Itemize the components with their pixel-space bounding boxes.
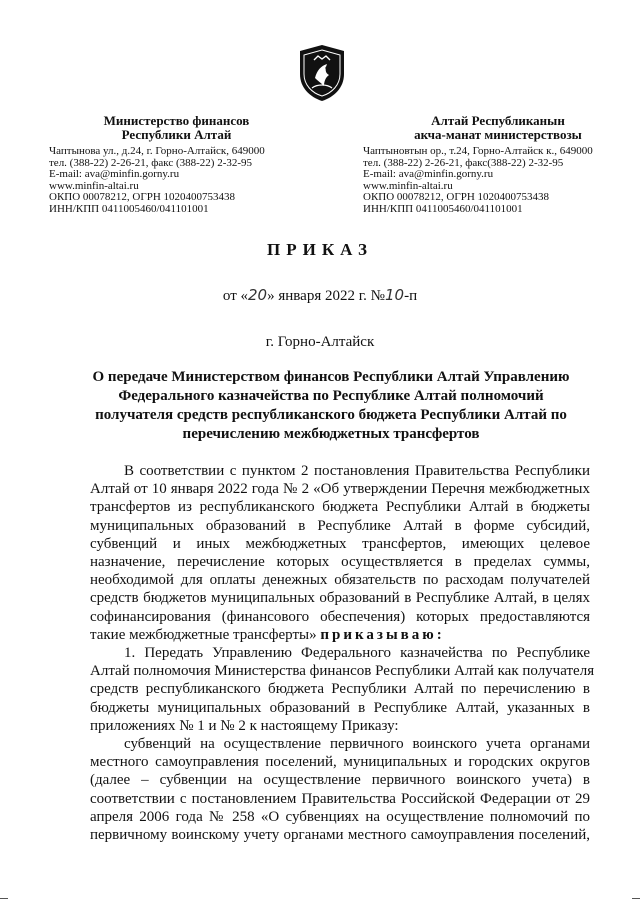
org-okpo: ОКПО 00078212, ОГРН 1020400753438	[49, 191, 236, 204]
date-month-year: » января 2022 г. №	[267, 288, 385, 304]
paragraph-subventions	[90, 735, 590, 844]
org-alt-email: E-mail: ava@minfin.gorny.ru	[363, 168, 494, 181]
text-line: Алтай от 10 января 2022 года № 2 «Об утверждении Перечня межбюджетных	[90, 481, 590, 498]
org-name-alt	[363, 114, 633, 142]
date-day: 20	[248, 286, 268, 304]
org-phones: тел. (388-22) 2-26-21, факс (388-22) 2-32-95	[49, 156, 253, 169]
org-name-alt-line2: акча-манат министерствозы	[414, 127, 582, 142]
order-number: 10	[384, 286, 405, 304]
text-line: необходимой для оплаты денежных обязательств по расходам получателей	[90, 572, 590, 589]
text-line: первичному воинскому учету органами местного самоуправления поселений,	[90, 827, 590, 844]
org-name-line1: Министерство финансов	[103, 113, 250, 128]
republic-altai-emblem-icon	[297, 44, 347, 102]
text-line: средств республиканского бюджета Республики Алтай по перечислению в	[90, 681, 590, 698]
text-line: соответствии с постановлением Правительства Российской Федерации от 29	[90, 790, 590, 807]
text-line: софинансирования (финансового обеспечения) которых предоставляются	[90, 608, 590, 625]
order-keyword: приказываю:	[320, 626, 445, 643]
date-prefix: от «	[222, 288, 248, 304]
preamble-ending: такие межбюджетные трансферты»	[90, 626, 317, 643]
org-alt-phones: тел. (388-22) 2-26-21, факс(388-22) 2-32-95	[363, 156, 564, 169]
text-line: (далее – субвенции на осуществление первичного воинского учета) в	[90, 772, 590, 789]
text-line: муниципальных образований в Республике Алтай в форме субсидий,	[90, 517, 590, 534]
text-line: апреля 2006 года № 258 «О субвенциях на осуществление полномочий по	[90, 808, 590, 825]
text-line: бюджеты муниципальных образований в Республике Алтай, указанных в	[90, 699, 590, 716]
text-line: В соответствии с пунктом 2 постановления Правительства Республики	[124, 463, 590, 479]
page-edge-mark	[632, 898, 640, 899]
text-line	[90, 626, 590, 644]
org-address: Чаптынова ул., д.24, г. Горно-Алтайск, 649000	[49, 145, 265, 157]
order-date-number	[0, 286, 640, 305]
org-website: www.minfin-altai.ru	[49, 179, 139, 192]
order-subject: О передаче Министерством финансов Республики Алтай Управлению Федерального казначейства по Республике Алтай полномочий получателя средств республиканского бюджета Республики Алтай по перечислению межбюджетных трансфертов	[92, 369, 570, 442]
text-line: назначение, перечисление которых осуществляется в пределах суммы,	[90, 554, 590, 571]
org-name-ru	[49, 114, 304, 142]
text-line: субвенций и иных межбюджетных трансфертов, имеющих целевое	[90, 535, 590, 552]
header-right	[363, 114, 633, 216]
text-line: Алтай полномочия Министерства финансов Республики Алтай как получателя	[90, 663, 595, 680]
text-line: субвенций на осуществление первичного воинского учета органами	[124, 736, 590, 753]
text-line: местного самоуправления поселений, муниципальных и городских округов	[90, 754, 590, 771]
org-name-alt-line1: Алтай Республиканын	[431, 113, 565, 128]
page-edge-mark	[0, 898, 8, 899]
text-line: средств бюджетов муниципальных образований в Республике Алтай, в целях	[90, 590, 590, 607]
paragraph-item-1	[90, 644, 595, 735]
org-alt-inn: ИНН/КПП 0411005460/041101001	[363, 202, 523, 215]
header-left	[49, 114, 304, 216]
document-body	[90, 462, 595, 844]
text-line: 1. Передать Управлению Федерального казначейства по Республике	[124, 645, 590, 662]
org-alt-website: www.minfin-altai.ru	[363, 179, 453, 192]
org-email: E-mail: ava@minfin.gorny.ru	[49, 168, 180, 181]
org-alt-okpo: ОКПО 00078212, ОГРН 1020400753438	[363, 191, 550, 204]
text-line: приложениях № 1 и № 2 к настоящему Приказу:	[90, 717, 399, 734]
order-number-suffix: -п	[404, 288, 418, 304]
org-alt-address: Чаптыновтын ор., т.24, Горно-Алтайск к., 649000	[363, 145, 593, 157]
document-title: ПРИКАЗ	[267, 240, 373, 259]
city-line: г. Горно-Алтайск	[265, 334, 375, 350]
org-inn: ИНН/КПП 0411005460/041101001	[49, 202, 209, 215]
org-name-line2: Республики Алтай	[121, 127, 232, 142]
paragraph-preamble	[90, 462, 590, 644]
text-line: трансфертов из республиканского бюджета Республики Алтай в бюджеты	[90, 499, 590, 516]
